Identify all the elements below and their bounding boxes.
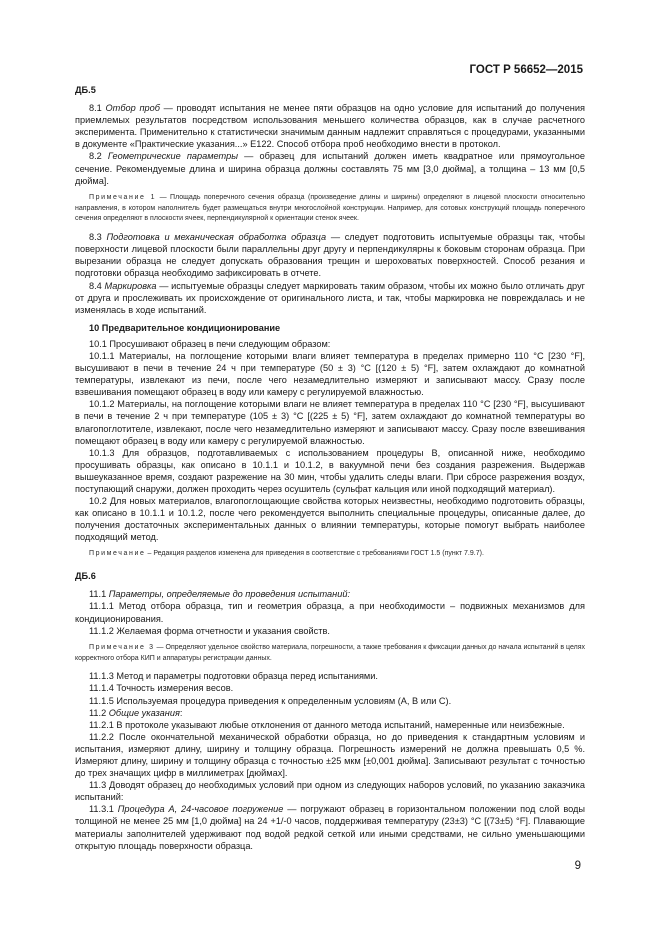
- paragraph: [75, 707, 585, 719]
- clause-number: 11.2: [89, 707, 109, 718]
- paragraph: [75, 779, 585, 803]
- paragraph: [75, 625, 585, 637]
- paragraph-text: — испытуемые образцы следует маркировать таким образом, чтобы их можно было отличать друг от друга и прослеживать их происхождение от оригинального листа, и так, чтобы маркировка не повреждалась и не изменялась в ходе испытаний.: [75, 280, 586, 315]
- paragraph: [75, 588, 585, 600]
- paragraph: [75, 398, 585, 446]
- clause-number: 8.3: [89, 232, 107, 243]
- paragraph-text: 11.1.5 Используемая процедура приведения к определенным условиям (А, В или С).: [89, 695, 452, 706]
- clause-number: 11.1: [89, 589, 109, 600]
- paragraph: [75, 803, 585, 851]
- section-heading: ДБ.5: [75, 85, 96, 95]
- note: [75, 549, 585, 560]
- note-label: Примечание: [89, 550, 146, 558]
- paragraph-text: 11.1.4 Точность измерения весов.: [89, 683, 234, 694]
- paragraph: [75, 231, 585, 279]
- paragraph: [75, 600, 585, 624]
- note-text: — Площадь поперечного сечения образца (произведение длины и ширины) определяют в лицевой плоскости относительно направления, в котором наполнитель будет размещаться внутри многослойной конструкции. Например, для сотовых конструкций площадь поперечного сечения определяют в плоскости ячеек, перпендикулярной к ориентации стенок ячеек.: [75, 193, 585, 223]
- note-label: Примечание 1: [89, 193, 157, 201]
- paragraph-text: 10.1.2 Материалы, на поглощение которыми влаги не влияет температура в пределах 110 °С [230 °F], высушивают в печи в течение 2 ч при температуре (105 ± 3) °С [(225 ± 5) °F], затем охлаждают до комнатной температуры во влагопоглотителе, извлекают, после чего незамедлительно измеряют и записывают массу. Сразу после взвешивания помещают образец в воду или камеру с регулируемой влажностью.: [75, 399, 585, 446]
- paragraph-text: 11.1.3 Метод и параметры подготовки образца перед испытаниями.: [89, 671, 378, 682]
- note-text: – Редакция разделов изменена для приведения в соответствие с требованиями ГОСТ 1.5 (пункт 7.9.7).: [145, 550, 484, 558]
- paragraph-text: 11.1.2 Желаемая форма отчетности и указания свойств.: [89, 625, 330, 636]
- paragraph-text: 11.2.2 После окончательной механической обработки образца, но до приведения к стандартным условиям и испытания, измеряют длину, ширину и толщину образца. Погрешность измерений не должна превышать 0,5 %. Измеряют длину, ширину и толщину образца с точностью ±25 мкм [±0,001 дюйма]. Записывают результат с точностью до трех значащих цифр в миллиметрах [дюймах].: [75, 731, 585, 779]
- paragraph: [75, 447, 585, 495]
- paragraph-text: — проводят испытания не менее пяти образцов на одно условие для испытаний до получения приемлемых результатов посредством использования меньшего количества образцов, как в случае расчетного эксперимента. Применительно к статистически значимым данным надлежит справляться с процедурами, указанными в документе «Практические указания...» Е122. Способ отбора проб необходимо внести в протокол.: [75, 103, 585, 150]
- clause-title: Геометрические параметры: [107, 151, 238, 162]
- note-label: Примечание 3: [89, 643, 155, 651]
- page-number: 9: [574, 860, 581, 872]
- paragraph-text: — следует подготовить испытуемые образцы так, чтобы поверхности лицевой плоскости были параллельны друг другу и перпендикулярны к боковым сторонам образца. При вырезании образца не следует допускать образования трещин и шероховатых поверхностей. Способ резания и подготовки образца необходимо зафиксировать в отчете.: [75, 232, 585, 279]
- paragraph: [75, 350, 585, 398]
- note: [75, 193, 585, 225]
- paragraph-text: 11.2.1 В протоколе указывают любые отклонения от данного метода испытаний, намеренные или неизбежные.: [89, 719, 565, 730]
- clause-number: 8.1: [89, 103, 106, 114]
- document-body: [75, 84, 585, 852]
- paragraph-text: — образец для испытаний должен иметь квадратное или прямоугольное сечение. Рекомендуемые длина и ширина образца должны составлять 75 мм [3,0 дюйма], а толщина – 13 мм [0,5 дюйма].: [75, 151, 585, 186]
- clause-number: 11.3.1: [89, 804, 118, 815]
- clause-title: Маркировка: [104, 280, 157, 291]
- paragraph-text: 10.1 Просушивают образец в печи следующим образом:: [89, 338, 331, 349]
- paragraph-text: 11.1.1 Метод отбора образца, тип и геометрия образца, а при необходимости – подвижных механизмов для кондиционирования.: [75, 601, 585, 624]
- paragraph: [75, 338, 585, 350]
- note-text: — Определяют удельное свойство материала, погрешности, а также требования к фиксации данных до начала испытаний в целях корректного отбора КИП и аппаратуры регистрации данных.: [75, 643, 585, 662]
- note: [75, 643, 585, 665]
- clause-number: 8.2: [89, 151, 108, 162]
- paragraph-text: 10.1.3 Для образцов, подготавливаемых с использованием процедуры В, описанной ниже, необходимо просушивать образцы, как описано в 10.1.1 и 10.1.2, в вакуумной печи без создания разрежения. Выдержав вышеуказанное время, создают разрежение на 30 мин, чтобы удалить следы влаги. При сбросе разрежения воздух, поступающий снаружи, должен проходить через осушитель (сульфат кальция или иной подходящий материал).: [75, 447, 585, 495]
- paragraph: [75, 670, 585, 682]
- paragraph: [75, 695, 585, 707]
- clause-title: Подготовка и механическая обработка образца: [106, 232, 327, 243]
- paragraph: [75, 719, 585, 731]
- clause-title: Общие указания: [108, 707, 180, 718]
- clause-title: Отбор проб: [105, 103, 160, 114]
- section-heading: ДБ.6: [75, 571, 96, 582]
- paragraph: [75, 102, 585, 150]
- paragraph: [75, 682, 585, 694]
- paragraph-text: — погружают образец в горизонтальном положении под слой воды толщиной не менее 25 мм [1,0 дюйма] на 24 +1/-0 часов, поддерживая температуру (23±3) °С [(73±5) °F]. Плавающие материалы заполнителей удерживают под водой редкой сеткой или иными средствами, не сильно уменьшающими открытую площадь поверхности образца.: [75, 804, 585, 851]
- paragraph-text: 11.3 Доводят образец до необходимых условий при одном из следующих наборов условий, по указанию заказчика испытаний:: [75, 780, 585, 803]
- paragraph-text: :: [179, 707, 183, 718]
- paragraph: [75, 731, 585, 779]
- document-id: ГОСТ Р 56652—2015: [469, 64, 583, 76]
- paragraph-text: 10.2 Для новых материалов, влагопоглощающие свойства которых неизвестны, необходимо подготовить образцы, как описано в 10.1.1 и 10.1.2, после чего рекомендуется выполнить специальные процедуры, описанные далее, до получения достаточных экспериментальных данных о влиянии температуры, которые помогут выбрать наиболее подходящий метод.: [75, 496, 585, 543]
- paragraph: [75, 280, 585, 316]
- paragraph: [75, 495, 585, 543]
- section-subheading: 10 Предварительное кондиционирование: [89, 322, 281, 333]
- clause-title: Процедура А, 24-часовое погружение: [117, 804, 284, 815]
- clause-number: 8.4: [89, 280, 105, 291]
- paragraph-text: 10.1.1 Материалы, на поглощение которыми влаги влияет температура в пределах примерно 110 °С [230 °F], высушивают в печи в течение 24 ч при температуре (50 ± 3) °С [(120 ± 5) °F], затем охлаждают до комнатной температуры, извлекают из печи, после чего незамедлительно измеряют и записывают массу. Сразу после взвешивания помещают образец в воду или камеру с регулируемой влажностью.: [75, 350, 585, 398]
- clause-title: Параметры, определяемые до проведения испытаний:: [108, 589, 350, 600]
- paragraph: [75, 150, 585, 186]
